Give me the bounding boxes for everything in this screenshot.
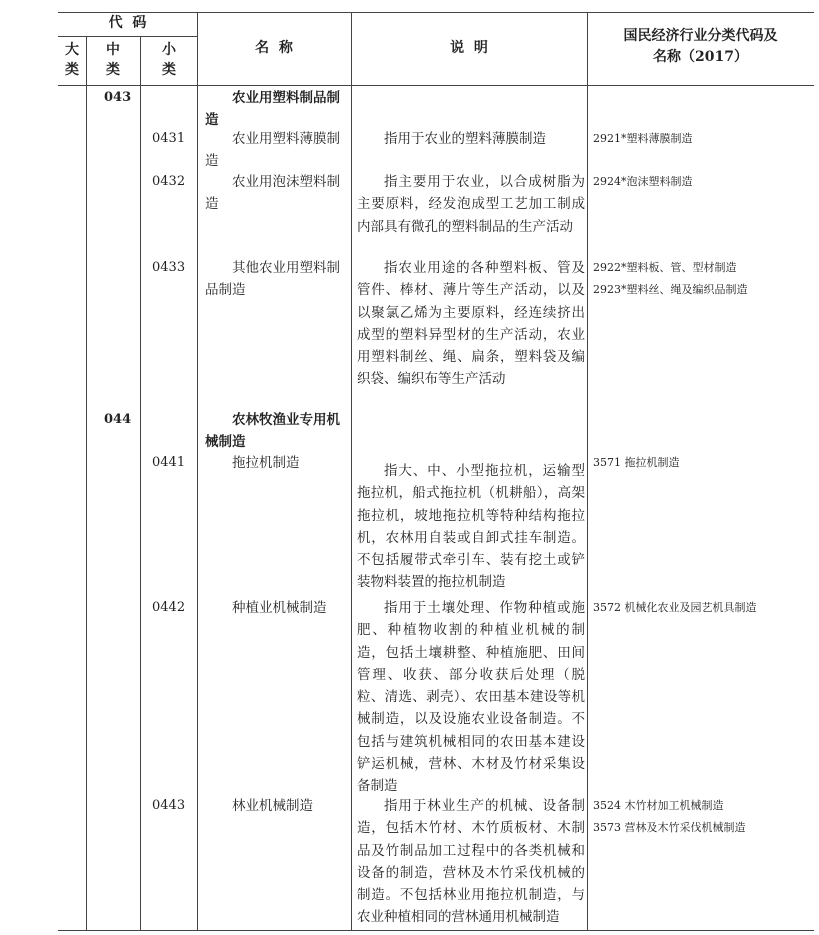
header-mid-rule: [58, 36, 197, 37]
header-dalei: 大类: [65, 42, 79, 78]
header-gb-line1: 国民经济行业分类代码及: [623, 28, 778, 44]
gb-reference: 2924*泡沫塑料制造: [593, 175, 693, 188]
gb-reference: 3573 营林及木竹采伐机械制造: [593, 821, 746, 834]
item-name: 其他农业用塑料制品制造: [205, 260, 340, 299]
item-description: 指用于土壤处理、作物种植或施肥、种植物收割的种植业机械的制造，包括土壤耕整、种植施肥、田间管理、收获、部分收获后处理（脱粒、清选、剥壳）、农田基本建设等机械制造，以及设施农业设备制造。不包括与建筑机械相同的农田基本建设铲运机械，营林、木材及竹材采集设备制造: [357, 600, 585, 795]
item-name: 种植业机械制造: [232, 600, 327, 616]
zhonglei-code: 043: [104, 90, 132, 105]
item-description: 指农业用途的各种塑料板、管及管件、棒材、薄片等生产活动，以及以聚氯乙烯为主要原料，经连续挤出成型的塑料异型材的生产活动，农业用塑料制丝、绳、扁条，塑料袋及编织袋、编织布等生产活动: [357, 260, 585, 388]
item-name: 农林牧渔业专用机械制造: [205, 412, 340, 451]
item-description: 指用于林业生产的机械、设备制造，包括木竹材、木竹质板材、木制品及竹制品加工过程中的各类机械和设备的制造，营林及木竹采伐机械的制造。不包括林业用拖拉机制造，与农业种植相同的营林通用机械制造: [357, 798, 585, 926]
item-name: 林业机械制造: [232, 798, 313, 814]
col-divider: [587, 12, 588, 931]
xiaolei-code: 0432: [152, 174, 186, 189]
item-description: 指大、中、小型拖拉机，运输型拖拉机，船式拖拉机（机耕船），高架拖拉机，坡地拖拉机等特种结构拖拉机，农林用自装或自卸式挂车制造。不包括履带式牵引车、装有挖土或铲装物料装置的拖拉机制造: [357, 463, 585, 591]
zhonglei-code: 044: [104, 412, 132, 427]
col-divider: [351, 12, 352, 931]
header-bottom-rule: [58, 85, 814, 86]
item-description: 指主要用于农业，以合成树脂为主要原料，经发泡成型工艺加工制成内部具有微孔的塑料制品的生产活动: [357, 174, 585, 235]
gb-reference: 2922*塑料板、管、型材制造: [593, 261, 737, 274]
xiaolei-code: 0431: [152, 131, 186, 146]
xiaolei-code: 0443: [152, 798, 186, 813]
col-divider: [197, 12, 198, 931]
xiaolei-code: 0442: [152, 600, 186, 615]
gb-reference: 3572 机械化农业及园艺机具制造: [593, 601, 757, 614]
item-name: 农业用泡沫塑料制造: [205, 174, 340, 213]
header-daima: 代 码: [108, 15, 147, 31]
header-zhonglei: 中类: [106, 42, 120, 78]
col-divider: [86, 36, 87, 931]
header-gb-line2: 名称（2017）: [653, 49, 748, 65]
item-description: 指用于农业的塑料薄膜制造: [384, 131, 546, 147]
gb-reference: 2923*塑料丝、绳及编织品制造: [593, 283, 748, 296]
header-shuoming: 说 明: [450, 40, 488, 56]
xiaolei-code: 0433: [152, 260, 186, 275]
xiaolei-code: 0441: [152, 455, 186, 470]
item-name: 农业用塑料制品制造: [205, 90, 340, 129]
gb-reference: 3524 木竹材加工机械制造: [593, 799, 724, 812]
item-name: 农业用塑料薄膜制造: [205, 131, 340, 170]
table-bottom-rule: [58, 930, 814, 931]
gb-reference: 2921*塑料薄膜制造: [593, 132, 693, 145]
header-mingcheng: 名 称: [255, 40, 293, 56]
gb-reference: 3571 拖拉机制造: [593, 456, 680, 469]
item-name: 拖拉机制造: [232, 455, 300, 471]
header-xiaolei: 小类: [162, 42, 176, 78]
col-divider: [140, 36, 141, 931]
